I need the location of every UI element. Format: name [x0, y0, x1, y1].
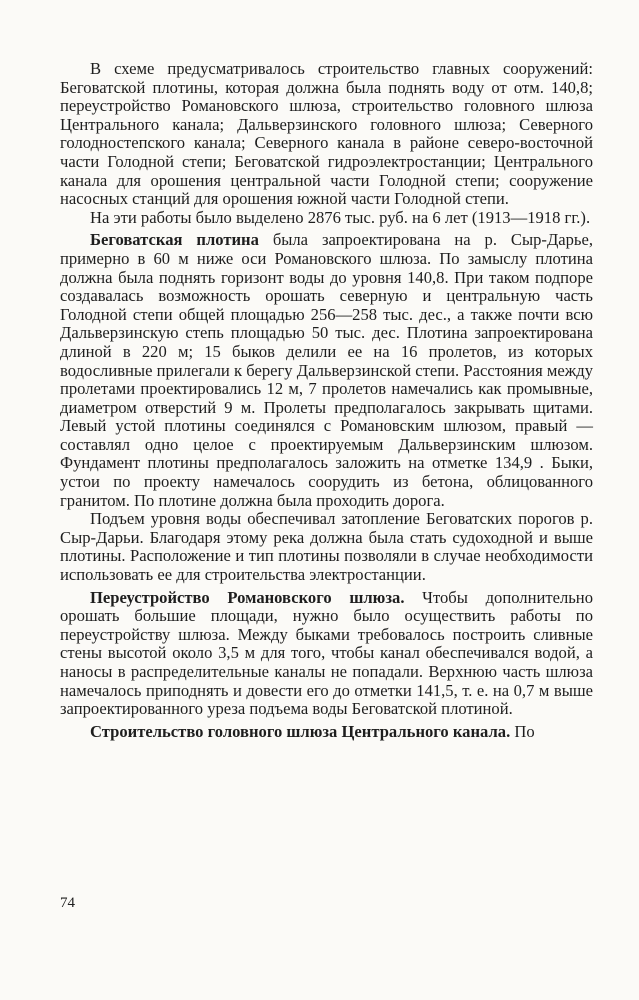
paragraph-text: Чтобы дополнительно орошать большие площади, нужно было осуществить работы по переустройству шлюза. Между быками требовалось построить сливные стены высотой около 3,5 м для того, чтобы канал обеспечивался водой, а наносы в распределительные каналы не попадали. Верхнюю часть шлюза намечалось приподнять и довести его до отметки 141,5, т. е. на 0,7 м выше запроектированного уреза подъема воды Беговатской плотиной. [60, 587, 593, 719]
section-heading-romanov-lock: Переустройство Романовского шлюза. [90, 587, 405, 607]
paragraph-1 [60, 60, 593, 209]
paragraph-text: В схеме предусматривалось строительство главных сооружений: Беговатской плотины, которая должна была поднять воду от отм. 140,8; переустройство Романовского шлюза, строительство головного шлюза Центрального канала; Дальверзинского головного шлюза; Северного голодностепского канала; Северного канала в районе северо-восточной части Голодной степи; Беговатской гидроэлектростанции; Центрального канала для орошения центральной части Голодной степи; сооружение насосных станций для орошения южной части Голодной степи. [60, 59, 593, 209]
section-heading-begovat-dam: Беговатская плотина [90, 230, 259, 250]
paragraph-6 [60, 723, 593, 742]
paragraph-text: Подъем уровня воды обеспечивал затопление Беговатских порогов р. Сыр-Дарьи. Благодаря этому река должна была стать судоходной и выше плотины. Расположение и тип плотины позволяли в случае необходимости использовать ее для строительства электростанции. [60, 509, 593, 585]
page-number: 74 [60, 895, 75, 911]
paragraph-text: На эти работы было выделено 2876 тыс. руб. на 6 лет (1913—1918 гг.). [90, 207, 591, 227]
paragraph-2 [60, 209, 593, 228]
paragraph-3 [60, 231, 593, 510]
section-heading-central-canal: Строительство головного шлюза Центрального канала. [90, 721, 511, 741]
paragraph-text: была запроектирована на р. Сыр-Дарье, примерно в 60 м ниже оси Романовского шлюза. По замыслу плотина должна была поднять горизонт воды до уровня 140,8. При таком подпоре создавалась возможность орошать северную и центральную часть Голодной степи общей площадью 256—258 тыс. дес., а также почти всю Дальверзинскую степь площадью 50 тыс. дес. Плотина запроектирована длиной в 220 м; 15 быков делили ее на 16 пролетов, из которых водосливные прилегали к берегу Дальверзинской степи. Расстояния между пролетами проектировались 12 м, 7 пролетов намечались как промывные, диаметром отверстий 9 м. Пролеты предполагалось закрывать щитами. Левый устой плотины соединялся с Романовским шлюзом, правый — составлял одно целое с проектируемым Дальверзинским шлюзом. Фундамент плотины предполагалось заложить на отметке 134,9 . Быки, устои по проекту намечалось соорудить из бетона, облицованного гранитом. По плотине должна была проходить дорога. [60, 230, 594, 510]
paragraph-4 [60, 510, 593, 584]
paragraph-text: По [510, 721, 535, 741]
body-text [60, 60, 593, 741]
paragraph-5 [60, 589, 593, 719]
